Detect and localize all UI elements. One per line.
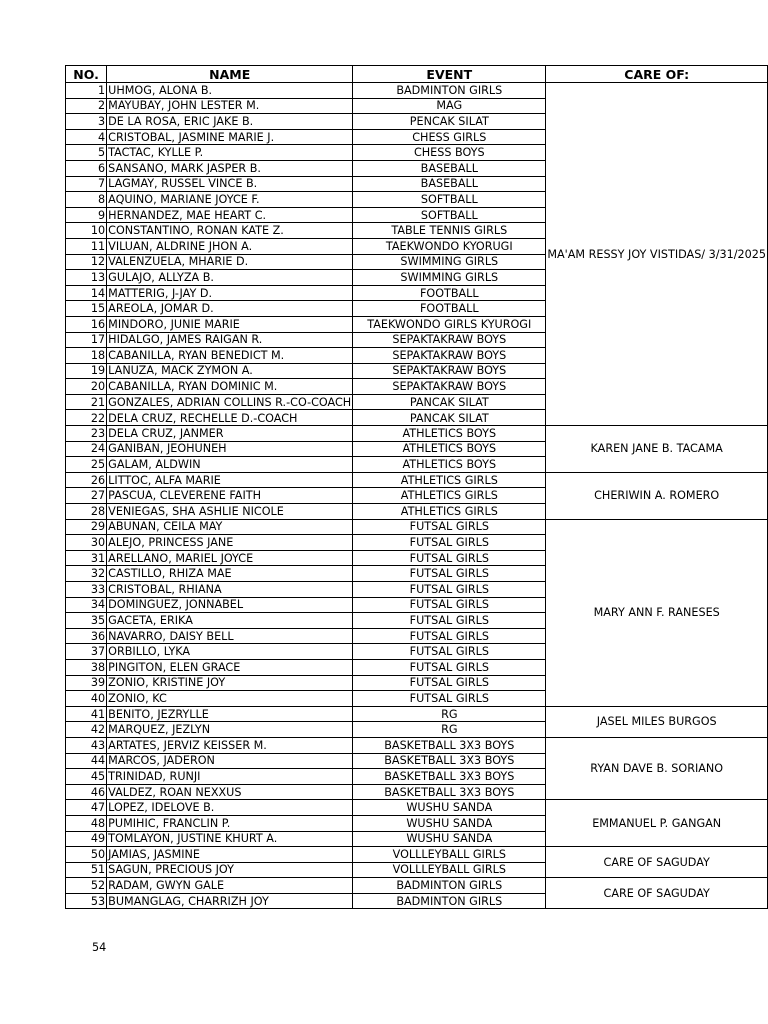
row-number: 21 xyxy=(66,394,107,410)
row-number: 40 xyxy=(66,691,107,707)
event-name: WUSHU SANDA xyxy=(353,815,546,831)
row-number: 5 xyxy=(66,145,107,161)
athlete-name: SAGUN, PRECIOUS JOY xyxy=(107,862,353,878)
event-name: FUTSAL GIRLS xyxy=(353,675,546,691)
event-name: ATHLETICS GIRLS xyxy=(353,488,546,504)
athlete-name: MAYUBAY, JOHN LESTER M. xyxy=(107,98,353,114)
event-name: ATHLETICS GIRLS xyxy=(353,504,546,520)
row-number: 53 xyxy=(66,893,107,909)
row-number: 24 xyxy=(66,441,107,457)
event-name: PENCAK SILAT xyxy=(353,114,546,130)
care-of-cell: RYAN DAVE B. SORIANO xyxy=(546,737,768,799)
care-of-cell: KAREN JANE B. TACAMA xyxy=(546,426,768,473)
care-of-cell: CHERIWIN A. ROMERO xyxy=(546,472,768,519)
row-number: 15 xyxy=(66,301,107,317)
athlete-name: TRINIDAD, RUNJI xyxy=(107,769,353,785)
event-name: CHESS BOYS xyxy=(353,145,546,161)
row-number: 52 xyxy=(66,878,107,894)
row-number: 17 xyxy=(66,332,107,348)
event-name: WUSHU SANDA xyxy=(353,831,546,847)
athlete-name: CABANILLA, RYAN BENEDICT M. xyxy=(107,348,353,364)
row-number: 47 xyxy=(66,800,107,816)
header-event: EVENT xyxy=(353,66,546,83)
athlete-name: RADAM, GWYN GALE xyxy=(107,878,353,894)
athlete-name: JAMIAS, JASMINE xyxy=(107,847,353,863)
row-number: 30 xyxy=(66,535,107,551)
event-name: FUTSAL GIRLS xyxy=(353,566,546,582)
event-name: BADMINTON GIRLS xyxy=(353,878,546,894)
row-number: 1 xyxy=(66,83,107,99)
athlete-name: UHMOG, ALONA B. xyxy=(107,83,353,99)
row-number: 36 xyxy=(66,628,107,644)
event-name: BASEBALL xyxy=(353,176,546,192)
athlete-name: PUMIHIC, FRANCLIN P. xyxy=(107,815,353,831)
event-name: RG xyxy=(353,722,546,738)
athlete-name: PINGITON, ELEN GRACE xyxy=(107,659,353,675)
row-number: 35 xyxy=(66,613,107,629)
athlete-name: TACTAC, KYLLE P. xyxy=(107,145,353,161)
athlete-name: HERNANDEZ, MAE HEART C. xyxy=(107,207,353,223)
event-name: BASKETBALL 3X3 BOYS xyxy=(353,784,546,800)
header-row xyxy=(66,66,768,83)
athlete-name: DELA CRUZ, JANMER xyxy=(107,426,353,442)
athlete-name: CONSTANTINO, RONAN KATE Z. xyxy=(107,223,353,239)
row-number: 46 xyxy=(66,784,107,800)
athlete-name: GACETA, ERIKA xyxy=(107,613,353,629)
athlete-name: CRISTOBAL, RHIANA xyxy=(107,582,353,598)
event-name: BADMINTON GIRLS xyxy=(353,893,546,909)
event-name: VOLLLEYBALL GIRLS xyxy=(353,862,546,878)
row-number: 41 xyxy=(66,706,107,722)
athlete-name: MINDORO, JUNIE MARIE xyxy=(107,316,353,332)
event-name: BASEBALL xyxy=(353,160,546,176)
event-name: MAG xyxy=(353,98,546,114)
row-number: 13 xyxy=(66,270,107,286)
row-number: 22 xyxy=(66,410,107,426)
row-number: 29 xyxy=(66,519,107,535)
event-name: FUTSAL GIRLS xyxy=(353,628,546,644)
table-row xyxy=(66,519,768,535)
row-number: 26 xyxy=(66,472,107,488)
event-name: FUTSAL GIRLS xyxy=(353,535,546,551)
event-name: FUTSAL GIRLS xyxy=(353,550,546,566)
event-name: BASKETBALL 3X3 BOYS xyxy=(353,737,546,753)
event-name: SEPAKTAKRAW BOYS xyxy=(353,332,546,348)
athlete-name: ARELLANO, MARIEL JOYCE xyxy=(107,550,353,566)
athlete-name: ALEJO, PRINCESS JANE xyxy=(107,535,353,551)
event-name: WUSHU SANDA xyxy=(353,800,546,816)
event-name: SWIMMING GIRLS xyxy=(353,270,546,286)
row-number: 45 xyxy=(66,769,107,785)
care-of-cell: MA'AM RESSY JOY VISTIDAS/ 3/31/2025 xyxy=(546,83,768,426)
athlete-name: DE LA ROSA, ERIC JAKE B. xyxy=(107,114,353,130)
event-name: SEPAKTAKRAW BOYS xyxy=(353,348,546,364)
athlete-name: HIDALGO, JAMES RAIGAN R. xyxy=(107,332,353,348)
table-row xyxy=(66,472,768,488)
table-row xyxy=(66,800,768,816)
event-name: ATHLETICS BOYS xyxy=(353,457,546,473)
row-number: 6 xyxy=(66,160,107,176)
athlete-name: GULAJO, ALLYZA B. xyxy=(107,270,353,286)
row-number: 50 xyxy=(66,847,107,863)
row-number: 9 xyxy=(66,207,107,223)
event-name: FUTSAL GIRLS xyxy=(353,691,546,707)
event-name: FUTSAL GIRLS xyxy=(353,519,546,535)
event-name: ATHLETICS BOYS xyxy=(353,426,546,442)
event-name: TAEKWONDO KYORUGI xyxy=(353,238,546,254)
athlete-name: PASCUA, CLEVERENE FAITH xyxy=(107,488,353,504)
row-number: 39 xyxy=(66,675,107,691)
row-number: 32 xyxy=(66,566,107,582)
row-number: 25 xyxy=(66,457,107,473)
event-name: FUTSAL GIRLS xyxy=(353,613,546,629)
event-name: RG xyxy=(353,706,546,722)
event-name: TABLE TENNIS GIRLS xyxy=(353,223,546,239)
row-number: 20 xyxy=(66,379,107,395)
row-number: 49 xyxy=(66,831,107,847)
row-number: 31 xyxy=(66,550,107,566)
event-name: FOOTBALL xyxy=(353,285,546,301)
table-row xyxy=(66,737,768,753)
event-name: SOFTBALL xyxy=(353,207,546,223)
event-name: FUTSAL GIRLS xyxy=(353,582,546,598)
care-of-cell: MARY ANN F. RANESES xyxy=(546,519,768,706)
row-number: 2 xyxy=(66,98,107,114)
athlete-name: LANUZA, MACK ZYMON A. xyxy=(107,363,353,379)
athlete-name: LOPEZ, IDELOVE B. xyxy=(107,800,353,816)
row-number: 3 xyxy=(66,114,107,130)
athlete-name: ZONIO, KRISTINE JOY xyxy=(107,675,353,691)
event-name: FOOTBALL xyxy=(353,301,546,317)
event-name: PANCAK SILAT xyxy=(353,394,546,410)
athlete-name: ZONIO, KC xyxy=(107,691,353,707)
athlete-name: CABANILLA, RYAN DOMINIC M. xyxy=(107,379,353,395)
event-name: BADMINTON GIRLS xyxy=(353,83,546,99)
athlete-name: BUMANGLAG, CHARRIZH JOY xyxy=(107,893,353,909)
athlete-name: CRISTOBAL, JASMINE MARIE J. xyxy=(107,129,353,145)
event-name: ATHLETICS BOYS xyxy=(353,441,546,457)
athlete-name: VALDEZ, ROAN NEXXUS xyxy=(107,784,353,800)
athlete-name: LITTOC, ALFA MARIE xyxy=(107,472,353,488)
row-number: 23 xyxy=(66,426,107,442)
athlete-name: TOMLAYON, JUSTINE KHURT A. xyxy=(107,831,353,847)
event-name: SOFTBALL xyxy=(353,192,546,208)
athlete-name: DELA CRUZ, RECHELLE D.-COACH xyxy=(107,410,353,426)
table-row xyxy=(66,83,768,99)
athlete-name: GANIBAN, JEOHUNEH xyxy=(107,441,353,457)
row-number: 48 xyxy=(66,815,107,831)
athlete-name: MARQUEZ, JEZLYN xyxy=(107,722,353,738)
row-number: 27 xyxy=(66,488,107,504)
row-number: 28 xyxy=(66,504,107,520)
athlete-name: AQUINO, MARIANE JOYCE F. xyxy=(107,192,353,208)
athlete-name: AREOLA, JOMAR D. xyxy=(107,301,353,317)
athlete-name: MARCOS, JADERON xyxy=(107,753,353,769)
roster-table xyxy=(65,65,768,909)
athlete-name: BENITO, JEZRYLLE xyxy=(107,706,353,722)
athlete-name: ORBILLO, LYKA xyxy=(107,644,353,660)
athlete-name: VENIEGAS, SHA ASHLIE NICOLE xyxy=(107,504,353,520)
row-number: 33 xyxy=(66,582,107,598)
row-number: 34 xyxy=(66,597,107,613)
event-name: FUTSAL GIRLS xyxy=(353,644,546,660)
event-name: CHESS GIRLS xyxy=(353,129,546,145)
event-name: VOLLLEYBALL GIRLS xyxy=(353,847,546,863)
athlete-name: CASTILLO, RHIZA MAE xyxy=(107,566,353,582)
athlete-name: NAVARRO, DAISY BELL xyxy=(107,628,353,644)
event-name: SWIMMING GIRLS xyxy=(353,254,546,270)
athlete-name: DOMINGUEZ, JONNABEL xyxy=(107,597,353,613)
header-care-of: CARE OF: xyxy=(546,66,768,83)
row-number: 38 xyxy=(66,659,107,675)
row-number: 19 xyxy=(66,363,107,379)
row-number: 51 xyxy=(66,862,107,878)
row-number: 43 xyxy=(66,737,107,753)
roster-rows xyxy=(66,83,768,909)
row-number: 12 xyxy=(66,254,107,270)
athlete-name: VALENZUELA, MHARIE D. xyxy=(107,254,353,270)
care-of-cell: CARE OF SAGUDAY xyxy=(546,878,768,909)
event-name: ATHLETICS GIRLS xyxy=(353,472,546,488)
athlete-name: VILUAN, ALDRINE JHON A. xyxy=(107,238,353,254)
athlete-name: GALAM, ALDWIN xyxy=(107,457,353,473)
row-number: 7 xyxy=(66,176,107,192)
row-number: 37 xyxy=(66,644,107,660)
header-no: NO. xyxy=(66,66,107,83)
table-row xyxy=(66,878,768,894)
event-name: FUTSAL GIRLS xyxy=(353,659,546,675)
care-of-cell: JASEL MILES BURGOS xyxy=(546,706,768,737)
event-name: TAEKWONDO GIRLS KYUROGI xyxy=(353,316,546,332)
event-name: PANCAK SILAT xyxy=(353,410,546,426)
athlete-name: LAGMAY, RUSSEL VINCE B. xyxy=(107,176,353,192)
event-name: BASKETBALL 3X3 BOYS xyxy=(353,769,546,785)
row-number: 16 xyxy=(66,316,107,332)
row-number: 14 xyxy=(66,285,107,301)
table-row xyxy=(66,847,768,863)
athlete-name: ARTATES, JERVIZ KEISSER M. xyxy=(107,737,353,753)
header-name: NAME xyxy=(107,66,353,83)
event-name: BASKETBALL 3X3 BOYS xyxy=(353,753,546,769)
row-number: 18 xyxy=(66,348,107,364)
event-name: SEPAKTAKRAW BOYS xyxy=(353,363,546,379)
table-row xyxy=(66,706,768,722)
row-number: 42 xyxy=(66,722,107,738)
athlete-name: ABUNAN, CEILA MAY xyxy=(107,519,353,535)
athlete-name: MATTERIG, J-JAY D. xyxy=(107,285,353,301)
athlete-name: SANSANO, MARK JASPER B. xyxy=(107,160,353,176)
row-number: 11 xyxy=(66,238,107,254)
event-name: SEPAKTAKRAW BOYS xyxy=(353,379,546,395)
care-of-cell: CARE OF SAGUDAY xyxy=(546,847,768,878)
row-number: 4 xyxy=(66,129,107,145)
row-number: 8 xyxy=(66,192,107,208)
athlete-name: GONZALES, ADRIAN COLLINS R.-CO-COACH xyxy=(107,394,353,410)
event-name: FUTSAL GIRLS xyxy=(353,597,546,613)
row-number: 44 xyxy=(66,753,107,769)
table-row xyxy=(66,426,768,442)
row-number: 10 xyxy=(66,223,107,239)
trailing-row-number: 54 xyxy=(92,941,107,954)
care-of-cell: EMMANUEL P. GANGAN xyxy=(546,800,768,847)
